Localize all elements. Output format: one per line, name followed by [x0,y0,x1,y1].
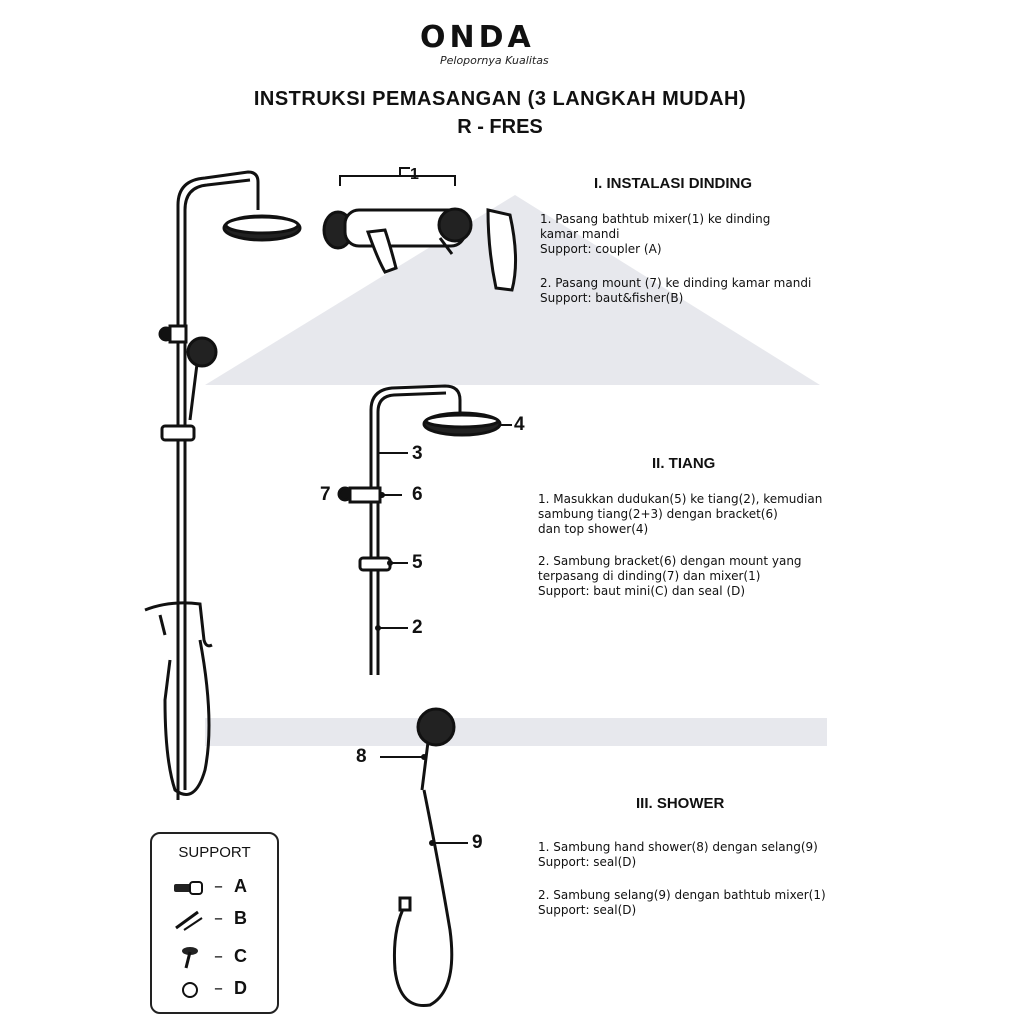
support-item-c [152,946,277,970]
part-label-5: 5 [412,552,423,573]
seal-ring-icon [176,980,206,1000]
support-dash: – [214,876,223,897]
section-3-step-2: 2. Sambung selang(9) dengan bathtub mixer(1) Support: seal(D) [538,888,826,917]
support-item-b [152,908,277,932]
support-letter-b: B [234,908,247,928]
support-dash: – [214,908,223,929]
support-letter-d: D [234,978,247,998]
brand-tagline: Pelopornya Kualitas [440,54,549,67]
section-2-heading: II. TIANG [652,455,716,472]
section-1-step-1: 1. Pasang bathtub mixer(1) ke dinding kamar mandi Support: coupler (A) [540,212,771,256]
support-letter-c: C [234,946,247,966]
rail-leader-lines [340,425,512,630]
part-label-8: 8 [356,746,367,767]
section-1-step-2: 2. Pasang mount (7) ke dinding kamar mandi Support: baut&fisher(B) [540,276,812,305]
part-label-7: 7 [320,484,331,505]
part-label-6: 6 [412,484,423,505]
support-legend-title: SUPPORT [178,844,251,861]
hand-shower-illustration [394,709,454,1006]
section-3-heading: III. SHOWER [636,795,725,812]
full-shower-set-illustration [145,172,300,800]
support-letter-a: A [234,876,247,896]
mini-bolt-icon [176,946,206,970]
support-item-d [152,978,277,1002]
section-1-heading: I. INSTALASI DINDING [594,175,753,192]
part-label-3: 3 [412,443,423,464]
section-2-step-1: 1. Masukkan dudukan(5) ke tiang(2), kemudian sambung tiang(2+3) dengan bracket(6) dan top shower(4) [538,492,823,536]
document-title: INSTRUKSI PEMASANGAN (3 LANGKAH MUDAH) [253,88,747,110]
support-dash: – [214,946,223,967]
section-2-step-2: 2. Sambung bracket(6) dengan mount yang terpasang di dinding(7) dan mixer(1) Support: baut mini(C) dan seal (D) [538,554,802,598]
part-label-9: 9 [472,832,483,853]
support-item-a [152,876,277,900]
coupler-icon [172,878,208,898]
part-label-2: 2 [412,617,423,638]
section-3-step-1: 1. Sambung hand shower(8) dengan selang(9) Support: seal(D) [538,840,818,869]
part-label-1: 1 [410,166,419,183]
support-legend [150,832,279,1014]
support-dash: – [214,978,223,999]
screw-fisher-icon [172,908,208,932]
part-label-4: 4 [514,414,525,435]
brand-logo: ONDA [420,20,535,55]
product-name: R - FRES [457,116,543,138]
